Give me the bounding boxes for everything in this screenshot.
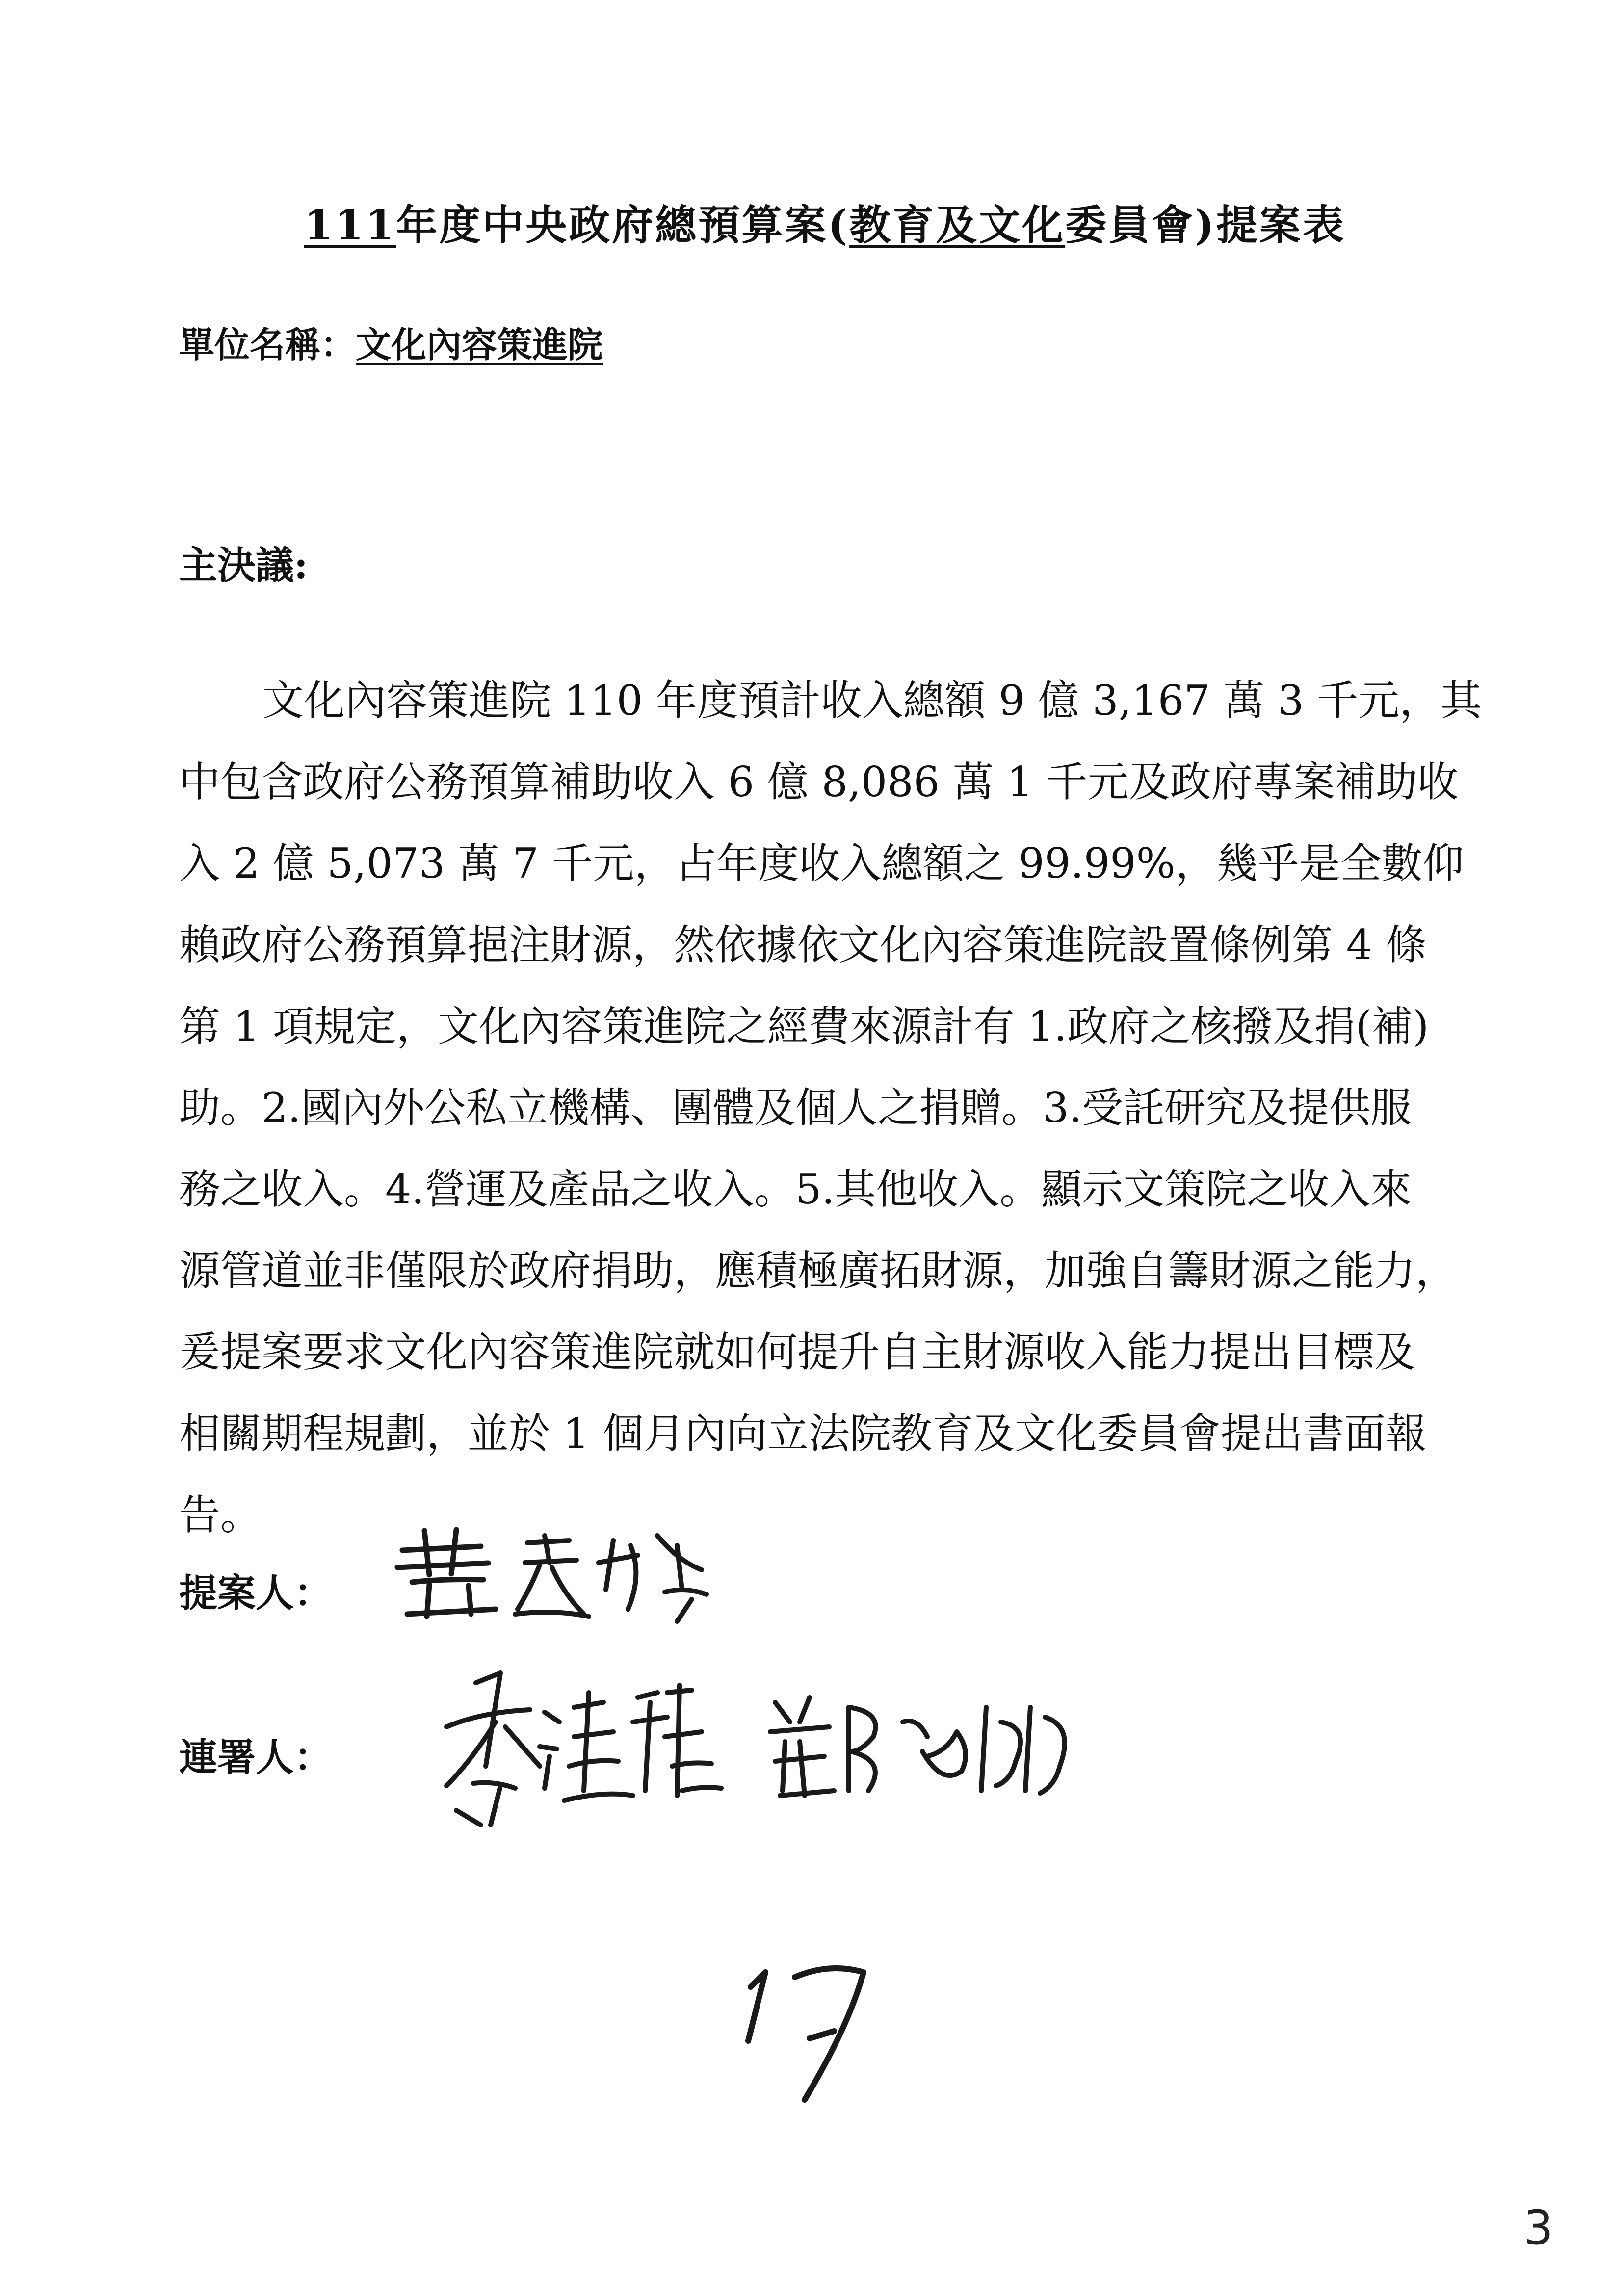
cosigner-signature-1 — [427, 1663, 741, 1869]
body-line: 告。 — [179, 1491, 262, 1539]
body-line: 相關期程規劃，並於 1 個月內向立法院教育及文化委員會提出書面報 — [179, 1409, 1427, 1458]
cosigner-label: 連署人： — [179, 1735, 333, 1780]
proposer-label: 提案人： — [179, 1571, 333, 1616]
title-committee: 教育及文化 — [849, 201, 1066, 249]
title-part2: 委員會)提案表 — [1065, 201, 1346, 249]
body-line: 爰提案要求文化內容策進院就如何提升自主財源收入能力提出目標及 — [179, 1328, 1416, 1376]
body-line: 源管道並非僅限於政府捐助，應積極廣拓財源，加強自籌財源之能力， — [179, 1247, 1457, 1295]
title-year: 111 — [304, 201, 396, 249]
resolution-label: 主決議: — [179, 543, 308, 588]
body-line: 務之收入。4.營運及產品之收入。5.其他收入。顯示文策院之收入來 — [179, 1165, 1412, 1213]
handwritten-number — [736, 1953, 893, 2110]
body-line: 助。2.國內外公私立機構、團體及個人之捐贈。3.受託研究及提供服 — [179, 1084, 1412, 1132]
body-line: 文化內容策進院 110 年度預計收入總額 9 億 3,167 萬 3 千元，其 — [262, 677, 1482, 725]
resolution-body — [179, 660, 1533, 1556]
unit-name-row — [179, 316, 603, 367]
unit-value: 文化內容策進院 — [356, 324, 603, 365]
body-line: 入 2 億 5,073 萬 7 千元，占年度收入總額之 99.99%，幾乎是全數仰 — [179, 839, 1464, 887]
body-line: 中包含政府公務預算補助收入 6 億 8,086 萬 1 千元及政府專案補助收 — [179, 758, 1459, 806]
body-line: 賴政府公務預算挹注財源，然依據依文化內容策進院設置條例第 4 條 — [179, 921, 1427, 969]
page-mark: 3 — [1523, 2200, 1554, 2255]
body-line: 第 1 項規定，文化內容策進院之經費來源計有 1.政府之核撥及捐(補) — [179, 1002, 1429, 1050]
page-title — [304, 192, 1354, 252]
title-part1: 年度中央政府總預算案( — [396, 201, 850, 249]
cosigner-signature-2 — [756, 1678, 1099, 1825]
unit-label: 單位名稱： — [179, 324, 356, 365]
proposer-signature — [383, 1516, 726, 1629]
